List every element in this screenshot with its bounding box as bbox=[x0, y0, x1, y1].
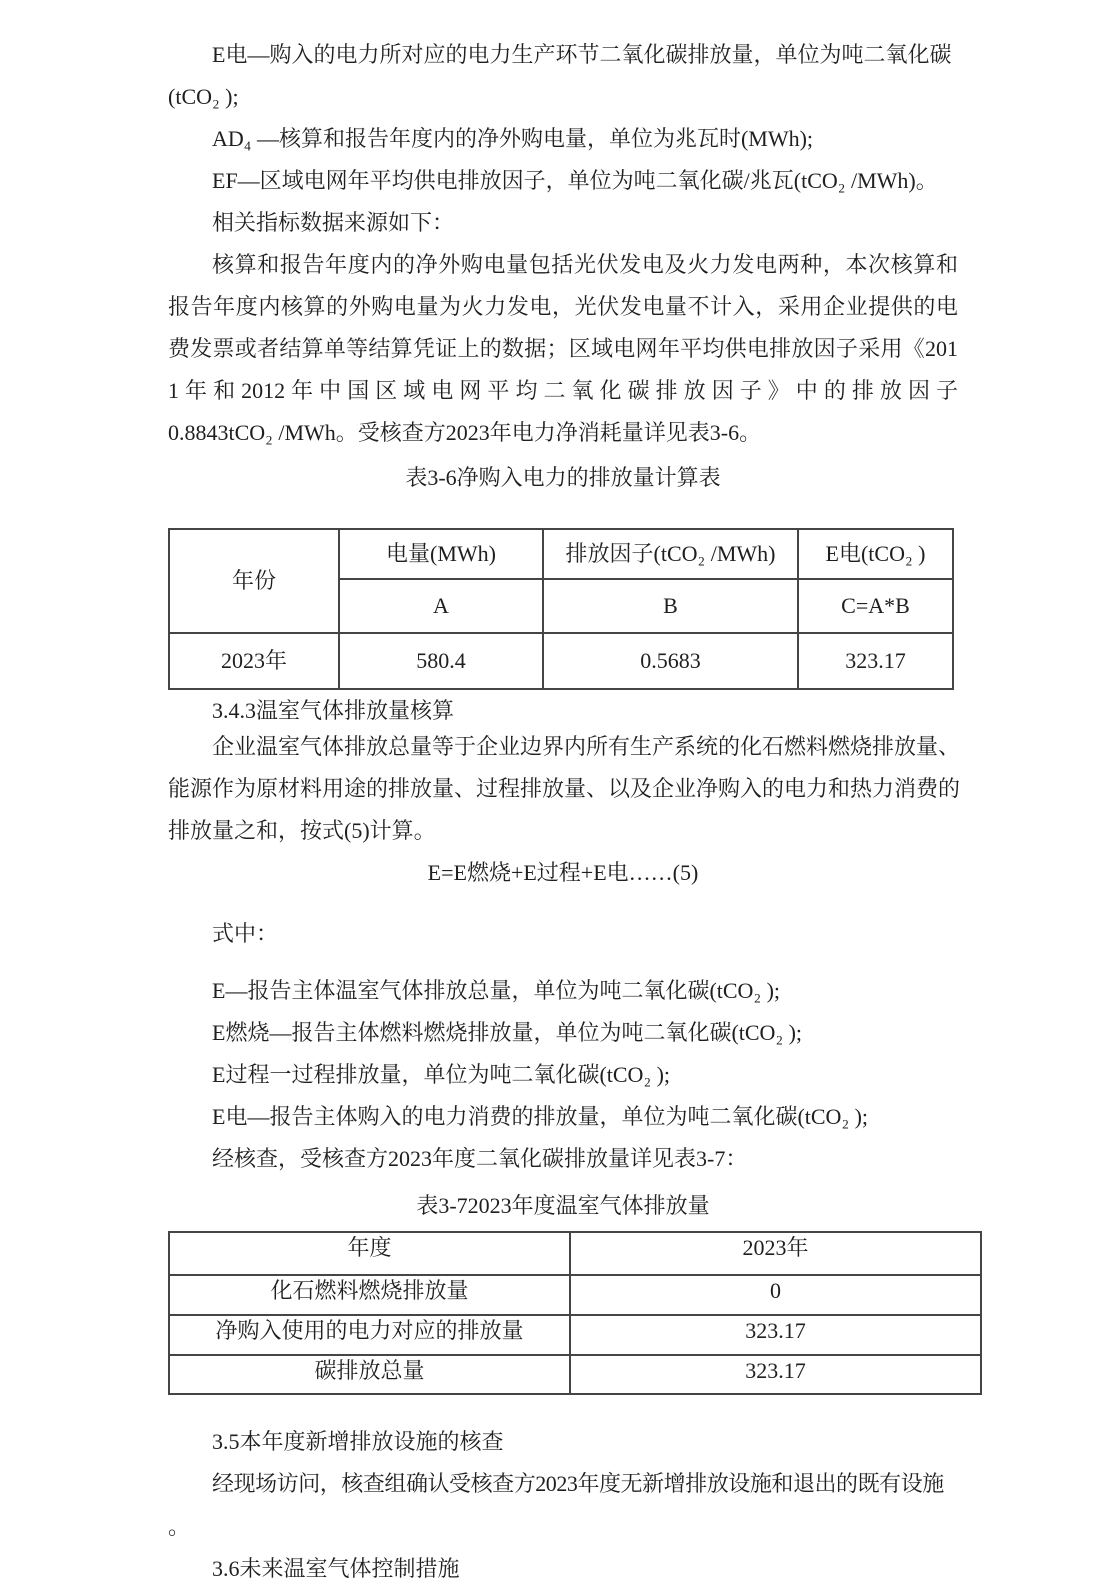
electricity-value-cell: 580.4 bbox=[339, 633, 543, 689]
table-row bbox=[169, 1232, 981, 1275]
table-row bbox=[169, 1355, 981, 1394]
definition-line-e-combustion: E燃烧—报告主体燃料燃烧排放量，单位为吨二氧化碳(tCO₂ ); bbox=[212, 1020, 803, 1045]
paragraph-line: 报告年度内核算的外购电量为火力发电，光伏发电量不计入，采用企业提供的电 bbox=[168, 294, 958, 319]
where-label: 式中： bbox=[212, 921, 279, 946]
definition-line-ef: EF—区域电网年平均供电排放因子，单位为吨二氧化碳/兆瓦(tCO₂ /MWh)。 bbox=[212, 168, 938, 193]
label-cell-year: 年度 bbox=[169, 1232, 570, 1275]
definition-line-e-electricity-consumption: E电—报告主体购入的电力消费的排放量，单位为吨二氧化碳(tCO₂ ); bbox=[212, 1104, 869, 1129]
header-cell-e-electricity: E电(tCO₂ ) bbox=[798, 529, 953, 579]
value-cell-net-purchased-electricity: 323.17 bbox=[570, 1315, 981, 1355]
definition-line-e-electricity: E电—购入的电力所对应的电力生产环节二氧化碳排放量，单位为吨二氧化碳 bbox=[212, 42, 952, 67]
factor-value-cell: 0.5683 bbox=[543, 633, 798, 689]
paragraph-line: 核算和报告年度内的净外购电量包括光伏发电及火力发电两种，本次核算和 bbox=[212, 252, 958, 277]
definition-line-e-total: E—报告主体温室气体排放总量，单位为吨二氧化碳(tCO₂ ); bbox=[212, 978, 781, 1003]
definition-line-unit-wrap: (tCO₂ ); bbox=[168, 84, 239, 109]
table-row bbox=[169, 633, 953, 689]
subheader-cell-a: A bbox=[339, 579, 543, 633]
definition-line-e-process: E过程一过程排放量，单位为吨二氧化碳(tCO₂ ); bbox=[212, 1062, 671, 1087]
paragraph-line: 0.8843tCO₂ /MWh。受核查方2023年电力净消耗量详见表3-6。 bbox=[168, 420, 762, 445]
paragraph-line: 1年和2012年中国区域电网平均二氧化碳排放因子》中的排放因子 bbox=[168, 378, 958, 403]
paragraph-line: 费发票或者结算单等结算凭证上的数据；区域电网年平均供电排放因子采用《201 bbox=[168, 336, 958, 361]
label-cell-fossil-fuel: 化石燃料燃烧排放量 bbox=[169, 1275, 570, 1315]
value-cell-year: 2023年 bbox=[570, 1232, 981, 1275]
value-cell-total-carbon: 323.17 bbox=[570, 1355, 981, 1394]
period-wrap-line: 。 bbox=[168, 1514, 191, 1539]
definition-line-ad4: AD₄ —核算和报告年度内的净外购电量，单位为兆瓦时(MWh); bbox=[212, 126, 814, 151]
section-heading-3-5: 3.5本年度新增排放设施的核查 bbox=[212, 1429, 504, 1454]
paragraph-line: 排放量之和，按式(5)计算。 bbox=[168, 818, 436, 843]
paragraph-line: 企业温室气体排放总量等于企业边界内所有生产系统的化石燃料燃烧排放量、 bbox=[212, 734, 961, 759]
table-row bbox=[169, 529, 953, 579]
section-heading-3-4-3: 3.4.3温室气体排放量核算 bbox=[212, 698, 455, 723]
year-header-cell: 年份 bbox=[169, 529, 339, 633]
table-3-6-caption: 表3-6净购入电力的排放量计算表 bbox=[405, 465, 721, 490]
formula-5: E=E燃烧+E过程+E电……(5) bbox=[427, 860, 699, 885]
value-cell-fossil-fuel: 0 bbox=[570, 1275, 981, 1315]
header-cell-emission-factor: 排放因子(tCO₂ /MWh) bbox=[543, 529, 798, 579]
table-3-6-net-purchased-electricity bbox=[168, 528, 954, 690]
label-cell-total-carbon: 碳排放总量 bbox=[169, 1355, 570, 1394]
paragraph-line: 能源作为原材料用途的排放量、过程排放量、以及企业净购入的电力和热力消费的 bbox=[168, 776, 961, 801]
data-source-intro-line: 相关指标数据来源如下： bbox=[212, 210, 455, 235]
header-cell-electricity: 电量(MWh) bbox=[339, 529, 543, 579]
verification-note-line: 经核查，受核查方2023年度二氧化碳排放量详见表3-7： bbox=[212, 1146, 748, 1171]
subheader-cell-c: C=A*B bbox=[798, 579, 953, 633]
year-value-cell: 2023年 bbox=[169, 633, 339, 689]
table-3-7-annual-ghg-emissions bbox=[168, 1231, 982, 1395]
emission-value-cell: 323.17 bbox=[798, 633, 953, 689]
table-row bbox=[169, 1315, 981, 1355]
document-page bbox=[168, 0, 961, 1590]
table-3-7-caption: 表3-72023年度温室气体排放量 bbox=[416, 1193, 710, 1218]
label-cell-net-purchased-electricity: 净购入使用的电力对应的排放量 bbox=[169, 1315, 570, 1355]
table-row bbox=[169, 1275, 981, 1315]
subheader-cell-b: B bbox=[543, 579, 798, 633]
section-heading-3-6: 3.6未来温室气体控制措施 bbox=[212, 1556, 460, 1581]
site-visit-line: 经现场访问，核查组确认受核查方2023年度无新增排放设施和退出的既有设施 bbox=[212, 1471, 944, 1496]
